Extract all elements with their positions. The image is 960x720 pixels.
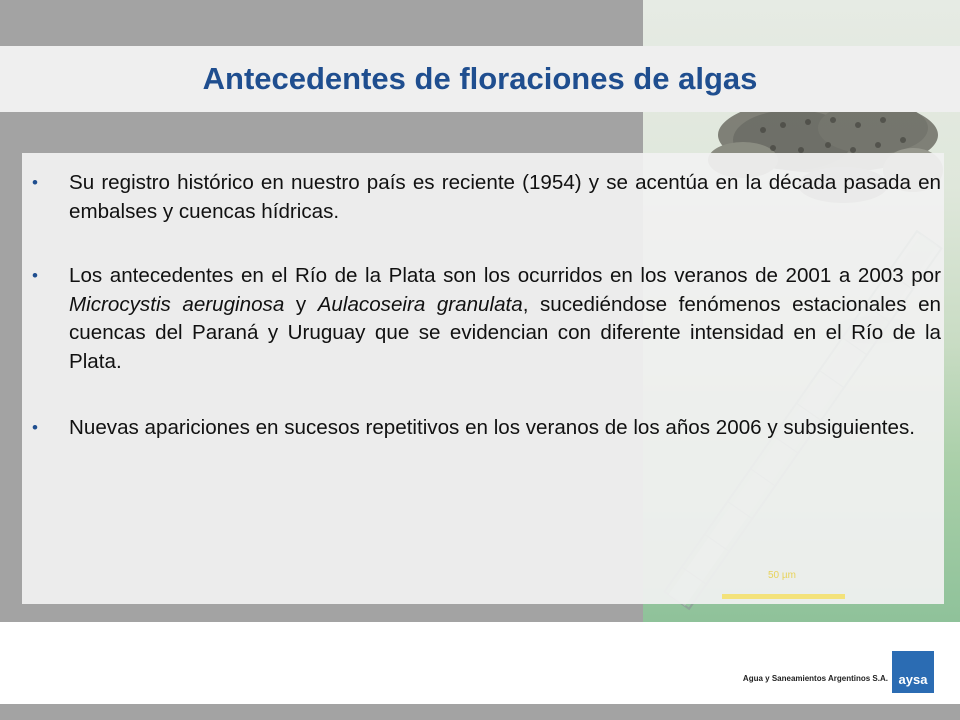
bullet-text-segment: , sucediéndose fenómenos estacionales en cuencas del Paraná y Uruguay que se evidencian con diferente intensidad en el Río de la Plata. [69,292,942,373]
bullet-list [22,153,944,443]
company-name: Agua y Saneamientos Argentinos S.A. [742,674,888,683]
bullet-item [22,169,944,226]
scale-label: 50 µm [768,570,796,581]
bullet-dot-icon: • [32,418,38,437]
bullet-text-segment: y [284,292,318,316]
slide-title: Antecedentes de floraciones de algas [202,61,758,96]
bullet-text-segment: Nuevas apariciones en sucesos repetitivos en los veranos de los años 2006 y subsiguientes. [69,416,915,439]
bullet-text [69,171,941,223]
bullet-dot-icon: • [32,266,38,285]
species-name: Microcystis aeruginosa [69,292,285,316]
footer-bar [0,704,960,720]
species-name: Aulacoseira granulata [317,292,523,316]
bullet-item [22,262,944,376]
logo-text: aysa [898,672,928,687]
scale-bar [722,594,845,599]
bullet-text-segment: Su registro histórico en nuestro país es reciente (1954) y se acentúa en la década pasada en embalses y cuencas hídricas. [69,171,941,223]
bullet-text [69,264,941,373]
bullet-dot-icon: • [32,173,38,192]
bullet-item [22,414,944,443]
bullet-text [69,416,915,439]
bullet-text-segment: Los antecedentes en el Río de la Plata son los ocurridos en los veranos de 2001 a 2003 por [69,264,941,287]
aysa-logo [892,651,934,693]
